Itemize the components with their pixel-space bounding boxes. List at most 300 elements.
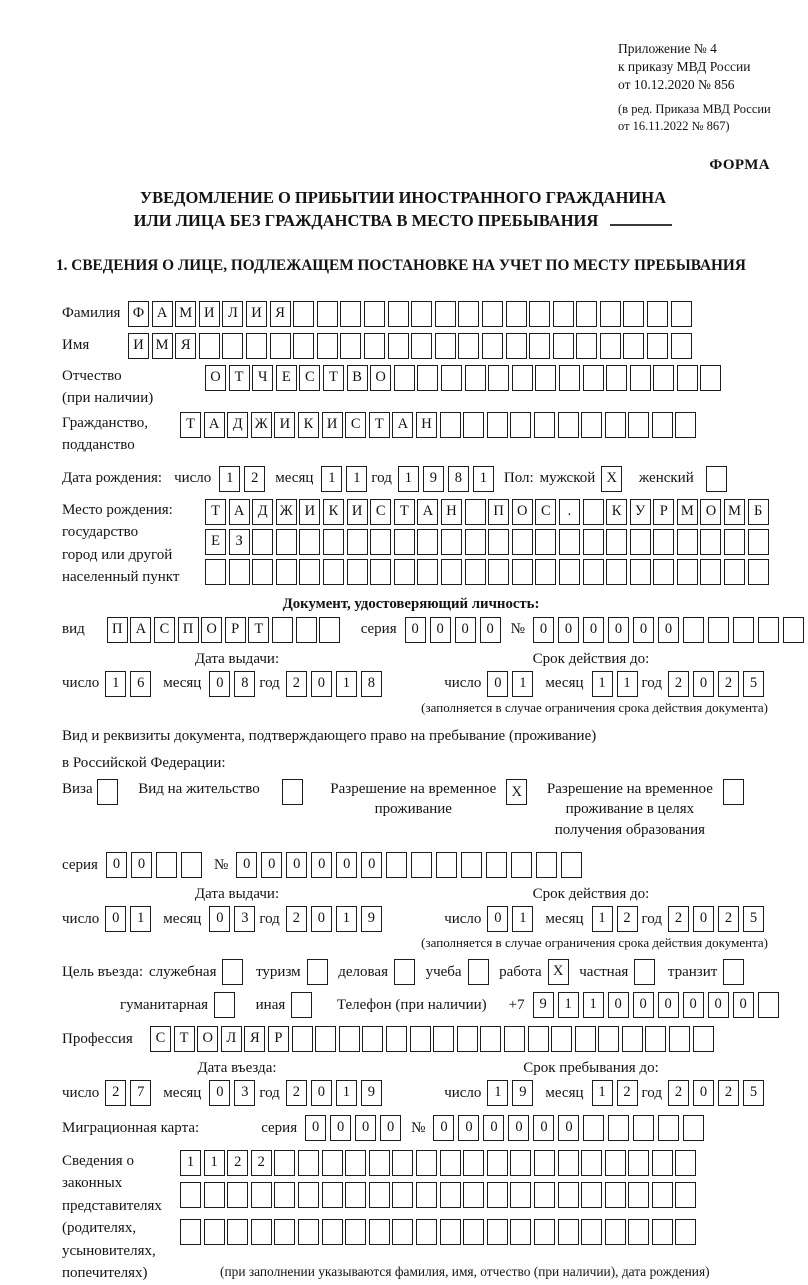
char-box[interactable]: А (204, 412, 225, 438)
char-box[interactable]: 0 (209, 671, 230, 697)
purpose-study-checkbox[interactable] (468, 959, 492, 985)
char-box[interactable] (653, 559, 674, 585)
char-box[interactable]: 7 (130, 1080, 151, 1106)
char-box[interactable]: 0 (106, 852, 127, 878)
char-box[interactable] (463, 412, 484, 438)
char-box[interactable] (370, 529, 391, 555)
char-box[interactable]: 0 (311, 1080, 332, 1106)
char-box[interactable] (441, 559, 462, 585)
char-box[interactable]: 3 (234, 906, 255, 932)
char-box[interactable] (559, 529, 580, 555)
char-box[interactable] (608, 1115, 629, 1141)
char-box[interactable] (583, 499, 604, 525)
char-box[interactable] (700, 529, 721, 555)
char-box[interactable] (222, 959, 243, 985)
char-box[interactable]: 9 (361, 906, 382, 932)
char-box[interactable]: 0 (311, 671, 332, 697)
birth-place-row1-cells[interactable] (205, 499, 771, 525)
char-box[interactable] (394, 365, 415, 391)
char-box[interactable]: 2 (105, 1080, 126, 1106)
char-box[interactable] (510, 1150, 531, 1176)
char-box[interactable]: М (152, 333, 173, 359)
char-box[interactable] (652, 1182, 673, 1208)
char-box[interactable] (623, 301, 644, 327)
char-box[interactable] (274, 1219, 295, 1245)
birth-place-row2-cells[interactable] (205, 529, 771, 555)
char-box[interactable] (322, 1150, 343, 1176)
char-box[interactable] (227, 1219, 248, 1245)
given-name-cells[interactable] (128, 333, 694, 359)
char-box[interactable] (486, 852, 507, 878)
char-box[interactable] (293, 333, 314, 359)
char-box[interactable]: А (392, 412, 413, 438)
doc-expiry-day[interactable] (487, 671, 537, 697)
char-box[interactable] (282, 779, 303, 805)
char-box[interactable] (677, 559, 698, 585)
char-box[interactable]: 1 (512, 671, 533, 697)
char-box[interactable] (535, 365, 556, 391)
char-box[interactable]: С (150, 1026, 171, 1052)
char-box[interactable]: Л (221, 1026, 242, 1052)
char-box[interactable]: Ж (276, 499, 297, 525)
char-box[interactable]: Т (180, 412, 201, 438)
char-box[interactable] (558, 1150, 579, 1176)
char-box[interactable] (647, 333, 668, 359)
char-box[interactable] (700, 365, 721, 391)
char-box[interactable] (652, 1150, 673, 1176)
char-box[interactable]: И (246, 301, 267, 327)
char-box[interactable] (296, 617, 317, 643)
char-box[interactable] (440, 1182, 461, 1208)
char-box[interactable] (558, 412, 579, 438)
char-box[interactable] (553, 333, 574, 359)
char-box[interactable]: 8 (234, 671, 255, 697)
char-box[interactable] (628, 412, 649, 438)
citizenship-cells[interactable] (180, 412, 699, 438)
char-box[interactable] (246, 333, 267, 359)
char-box[interactable]: 0 (533, 617, 554, 643)
char-box[interactable] (315, 1026, 336, 1052)
char-box[interactable]: И (347, 499, 368, 525)
char-box[interactable] (229, 559, 250, 585)
char-box[interactable] (440, 1219, 461, 1245)
char-box[interactable] (669, 1026, 690, 1052)
char-box[interactable]: М (677, 499, 698, 525)
char-box[interactable] (222, 333, 243, 359)
char-box[interactable] (581, 412, 602, 438)
purpose-tourism-checkbox[interactable] (307, 959, 331, 985)
char-box[interactable] (394, 959, 415, 985)
char-box[interactable] (416, 1182, 437, 1208)
char-box[interactable] (534, 1182, 555, 1208)
char-box[interactable]: 3 (234, 1080, 255, 1106)
char-box[interactable] (317, 333, 338, 359)
char-box[interactable] (653, 365, 674, 391)
char-box[interactable]: 2 (286, 671, 307, 697)
char-box[interactable]: З (229, 529, 250, 555)
char-box[interactable] (528, 1026, 549, 1052)
char-box[interactable] (457, 1026, 478, 1052)
char-box[interactable] (583, 529, 604, 555)
char-box[interactable]: 1 (512, 906, 533, 932)
stay-month[interactable] (592, 1080, 642, 1106)
residence-issue-month[interactable] (209, 906, 259, 932)
char-box[interactable] (658, 1115, 679, 1141)
char-box[interactable] (298, 1182, 319, 1208)
char-box[interactable]: 0 (733, 992, 754, 1018)
char-box[interactable] (394, 529, 415, 555)
char-box[interactable]: 0 (583, 617, 604, 643)
char-box[interactable] (581, 1182, 602, 1208)
visa-checkbox[interactable] (97, 779, 121, 805)
char-box[interactable] (675, 1150, 696, 1176)
char-box[interactable] (512, 559, 533, 585)
char-box[interactable]: П (107, 617, 128, 643)
char-box[interactable] (319, 617, 340, 643)
char-box[interactable] (345, 1219, 366, 1245)
char-box[interactable] (605, 1150, 626, 1176)
char-box[interactable] (214, 992, 235, 1018)
char-box[interactable]: 2 (718, 906, 739, 932)
temporary-residence-checkbox[interactable] (506, 779, 530, 805)
char-box[interactable] (369, 1219, 390, 1245)
stay-year[interactable] (668, 1080, 768, 1106)
char-box[interactable] (758, 992, 779, 1018)
char-box[interactable] (683, 1115, 704, 1141)
char-box[interactable] (416, 1150, 437, 1176)
char-box[interactable] (411, 301, 432, 327)
char-box[interactable] (535, 559, 556, 585)
purpose-transit-checkbox[interactable] (723, 959, 747, 985)
char-box[interactable]: 1 (346, 466, 367, 492)
char-box[interactable]: 9 (533, 992, 554, 1018)
char-box[interactable] (369, 1150, 390, 1176)
char-box[interactable] (388, 301, 409, 327)
char-box[interactable]: И (274, 412, 295, 438)
char-box[interactable]: К (606, 499, 627, 525)
char-box[interactable]: Т (369, 412, 390, 438)
char-box[interactable] (458, 301, 479, 327)
char-box[interactable]: И (322, 412, 343, 438)
char-box[interactable] (534, 412, 555, 438)
char-box[interactable] (598, 1026, 619, 1052)
char-box[interactable]: 0 (693, 1080, 714, 1106)
char-box[interactable]: 2 (617, 906, 638, 932)
char-box[interactable]: 1 (105, 671, 126, 697)
char-box[interactable] (487, 412, 508, 438)
char-box[interactable]: 5 (743, 1080, 764, 1106)
char-box[interactable] (441, 529, 462, 555)
char-box[interactable]: Ж (251, 412, 272, 438)
char-box[interactable]: Т (229, 365, 250, 391)
char-box[interactable] (506, 333, 527, 359)
char-box[interactable]: Е (205, 529, 226, 555)
char-box[interactable] (510, 1219, 531, 1245)
char-box[interactable]: 0 (361, 852, 382, 878)
char-box[interactable] (748, 559, 769, 585)
char-box[interactable] (386, 1026, 407, 1052)
char-box[interactable]: П (178, 617, 199, 643)
residence-issue-day[interactable] (105, 906, 155, 932)
char-box[interactable] (274, 1150, 295, 1176)
char-box[interactable] (204, 1219, 225, 1245)
char-box[interactable]: О (201, 617, 222, 643)
char-box[interactable]: 0 (105, 906, 126, 932)
char-box[interactable] (576, 301, 597, 327)
char-box[interactable]: 1 (219, 466, 240, 492)
char-box[interactable] (628, 1150, 649, 1176)
char-box[interactable] (783, 617, 804, 643)
char-box[interactable] (465, 529, 486, 555)
char-box[interactable]: 1 (336, 1080, 357, 1106)
char-box[interactable] (156, 852, 177, 878)
char-box[interactable] (488, 365, 509, 391)
char-box[interactable] (724, 529, 745, 555)
char-box[interactable] (630, 559, 651, 585)
char-box[interactable] (652, 1219, 673, 1245)
char-box[interactable]: 0 (608, 992, 629, 1018)
char-box[interactable]: 1 (487, 1080, 508, 1106)
char-box[interactable] (511, 852, 532, 878)
char-box[interactable]: 2 (668, 906, 689, 932)
char-box[interactable] (205, 559, 226, 585)
char-box[interactable] (323, 559, 344, 585)
char-box[interactable]: И (299, 499, 320, 525)
char-box[interactable] (529, 301, 550, 327)
char-box[interactable]: А (130, 617, 151, 643)
char-box[interactable] (647, 301, 668, 327)
char-box[interactable]: 1 (336, 906, 357, 932)
char-box[interactable] (630, 365, 651, 391)
char-box[interactable]: В (347, 365, 368, 391)
char-box[interactable] (733, 617, 754, 643)
char-box[interactable]: 0 (480, 617, 501, 643)
char-box[interactable] (606, 529, 627, 555)
char-box[interactable] (581, 1219, 602, 1245)
doc-issue-day[interactable] (105, 671, 155, 697)
char-box[interactable] (551, 1026, 572, 1052)
char-box[interactable]: 1 (592, 1080, 613, 1106)
char-box[interactable] (535, 529, 556, 555)
char-box[interactable] (461, 852, 482, 878)
char-box[interactable] (251, 1219, 272, 1245)
char-box[interactable]: 0 (430, 617, 451, 643)
char-box[interactable]: 0 (305, 1115, 326, 1141)
phone-cells[interactable] (533, 992, 783, 1018)
char-box[interactable] (536, 852, 557, 878)
char-box[interactable]: Я (244, 1026, 265, 1052)
char-box[interactable]: Р (225, 617, 246, 643)
char-box[interactable]: 0 (558, 617, 579, 643)
char-box[interactable] (369, 1182, 390, 1208)
doc-series-cells[interactable] (405, 617, 505, 643)
char-box[interactable] (653, 529, 674, 555)
char-box[interactable] (463, 1182, 484, 1208)
char-box[interactable]: 8 (361, 671, 382, 697)
char-box[interactable] (370, 559, 391, 585)
char-box[interactable] (583, 1115, 604, 1141)
char-box[interactable]: 1 (592, 671, 613, 697)
patronymic-cells[interactable] (205, 365, 724, 391)
char-box[interactable]: Т (394, 499, 415, 525)
char-box[interactable] (392, 1219, 413, 1245)
char-box[interactable]: О (370, 365, 391, 391)
char-box[interactable]: 1 (473, 466, 494, 492)
char-box[interactable] (683, 617, 704, 643)
char-box[interactable]: А (229, 499, 250, 525)
char-box[interactable] (559, 365, 580, 391)
purpose-work-checkbox[interactable] (548, 959, 572, 985)
char-box[interactable]: Б (748, 499, 769, 525)
char-box[interactable]: Я (270, 301, 291, 327)
doc-expiry-year[interactable] (668, 671, 768, 697)
char-box[interactable] (487, 1219, 508, 1245)
char-box[interactable] (558, 1219, 579, 1245)
char-box[interactable] (340, 301, 361, 327)
entry-day[interactable] (105, 1080, 155, 1106)
char-box[interactable] (270, 333, 291, 359)
char-box[interactable] (480, 1026, 501, 1052)
char-box[interactable] (506, 301, 527, 327)
char-box[interactable] (634, 959, 655, 985)
char-box[interactable] (465, 365, 486, 391)
char-box[interactable]: 2 (668, 1080, 689, 1106)
char-box[interactable]: М (724, 499, 745, 525)
char-box[interactable]: С (299, 365, 320, 391)
residence-expiry-month[interactable] (592, 906, 642, 932)
char-box[interactable] (298, 1219, 319, 1245)
char-box[interactable]: 1 (398, 466, 419, 492)
char-box[interactable]: 0 (433, 1115, 454, 1141)
char-box[interactable] (411, 852, 432, 878)
char-box[interactable]: Д (252, 499, 273, 525)
char-box[interactable]: 1 (617, 671, 638, 697)
char-box[interactable] (339, 1026, 360, 1052)
char-box[interactable] (417, 559, 438, 585)
char-box[interactable] (435, 301, 456, 327)
char-box[interactable] (433, 1026, 454, 1052)
char-box[interactable]: 0 (633, 617, 654, 643)
char-box[interactable] (468, 959, 489, 985)
migration-series-cells[interactable] (305, 1115, 405, 1141)
char-box[interactable]: 0 (487, 906, 508, 932)
char-box[interactable] (317, 301, 338, 327)
char-box[interactable] (292, 1026, 313, 1052)
char-box[interactable]: Е (276, 365, 297, 391)
char-box[interactable]: О (197, 1026, 218, 1052)
representatives-row3-cells[interactable] (180, 1219, 699, 1245)
char-box[interactable] (345, 1182, 366, 1208)
char-box[interactable] (465, 499, 486, 525)
char-box[interactable] (623, 333, 644, 359)
char-box[interactable]: О (512, 499, 533, 525)
char-box[interactable] (293, 301, 314, 327)
char-box[interactable] (274, 1182, 295, 1208)
char-box[interactable]: С (370, 499, 391, 525)
char-box[interactable] (440, 1150, 461, 1176)
char-box[interactable] (677, 365, 698, 391)
char-box[interactable]: Т (248, 617, 269, 643)
char-box[interactable] (386, 852, 407, 878)
char-box[interactable] (510, 412, 531, 438)
char-box[interactable] (633, 1115, 654, 1141)
doc-expiry-month[interactable] (592, 671, 642, 697)
surname-cells[interactable] (128, 301, 694, 327)
char-box[interactable] (199, 333, 220, 359)
doc-issue-month[interactable] (209, 671, 259, 697)
char-box[interactable]: 9 (423, 466, 444, 492)
char-box[interactable] (606, 365, 627, 391)
char-box[interactable] (758, 617, 779, 643)
char-box[interactable]: П (488, 499, 509, 525)
char-box[interactable]: 0 (209, 906, 230, 932)
char-box[interactable] (706, 466, 727, 492)
char-box[interactable]: 1 (204, 1150, 225, 1176)
stay-day[interactable] (487, 1080, 537, 1106)
char-box[interactable] (410, 1026, 431, 1052)
char-box[interactable]: 1 (180, 1150, 201, 1176)
char-box[interactable]: Я (175, 333, 196, 359)
char-box[interactable]: 0 (261, 852, 282, 878)
char-box[interactable]: 2 (251, 1150, 272, 1176)
char-box[interactable] (345, 1150, 366, 1176)
char-box[interactable] (347, 529, 368, 555)
char-box[interactable]: 5 (743, 906, 764, 932)
char-box[interactable]: Л (222, 301, 243, 327)
residence-series-cells[interactable] (106, 852, 206, 878)
char-box[interactable] (252, 529, 273, 555)
char-box[interactable]: 0 (311, 906, 332, 932)
char-box[interactable] (204, 1182, 225, 1208)
char-box[interactable]: X (548, 959, 569, 985)
char-box[interactable]: 1 (130, 906, 151, 932)
char-box[interactable]: Р (268, 1026, 289, 1052)
char-box[interactable]: 1 (336, 671, 357, 697)
char-box[interactable] (180, 1219, 201, 1245)
char-box[interactable] (276, 559, 297, 585)
char-box[interactable] (529, 333, 550, 359)
char-box[interactable]: 0 (533, 1115, 554, 1141)
char-box[interactable]: Ч (252, 365, 273, 391)
char-box[interactable]: 0 (693, 671, 714, 697)
char-box[interactable] (622, 1026, 643, 1052)
char-box[interactable] (388, 333, 409, 359)
char-box[interactable]: 0 (658, 617, 679, 643)
purpose-business-checkbox[interactable] (394, 959, 418, 985)
char-box[interactable]: С (535, 499, 556, 525)
char-box[interactable]: 1 (583, 992, 604, 1018)
char-box[interactable]: 0 (483, 1115, 504, 1141)
char-box[interactable]: Д (227, 412, 248, 438)
char-box[interactable]: 0 (455, 617, 476, 643)
char-box[interactable]: 1 (321, 466, 342, 492)
char-box[interactable]: 0 (658, 992, 679, 1018)
char-box[interactable]: 2 (286, 1080, 307, 1106)
char-box[interactable]: И (128, 333, 149, 359)
residence-number-cells[interactable] (236, 852, 586, 878)
char-box[interactable] (181, 852, 202, 878)
char-box[interactable]: А (417, 499, 438, 525)
char-box[interactable]: С (345, 412, 366, 438)
migration-number-cells[interactable] (433, 1115, 708, 1141)
char-box[interactable] (436, 852, 457, 878)
char-box[interactable] (628, 1219, 649, 1245)
char-box[interactable]: 0 (380, 1115, 401, 1141)
birth-month-cells[interactable] (321, 466, 371, 492)
char-box[interactable] (558, 1182, 579, 1208)
entry-month[interactable] (209, 1080, 259, 1106)
char-box[interactable] (553, 301, 574, 327)
